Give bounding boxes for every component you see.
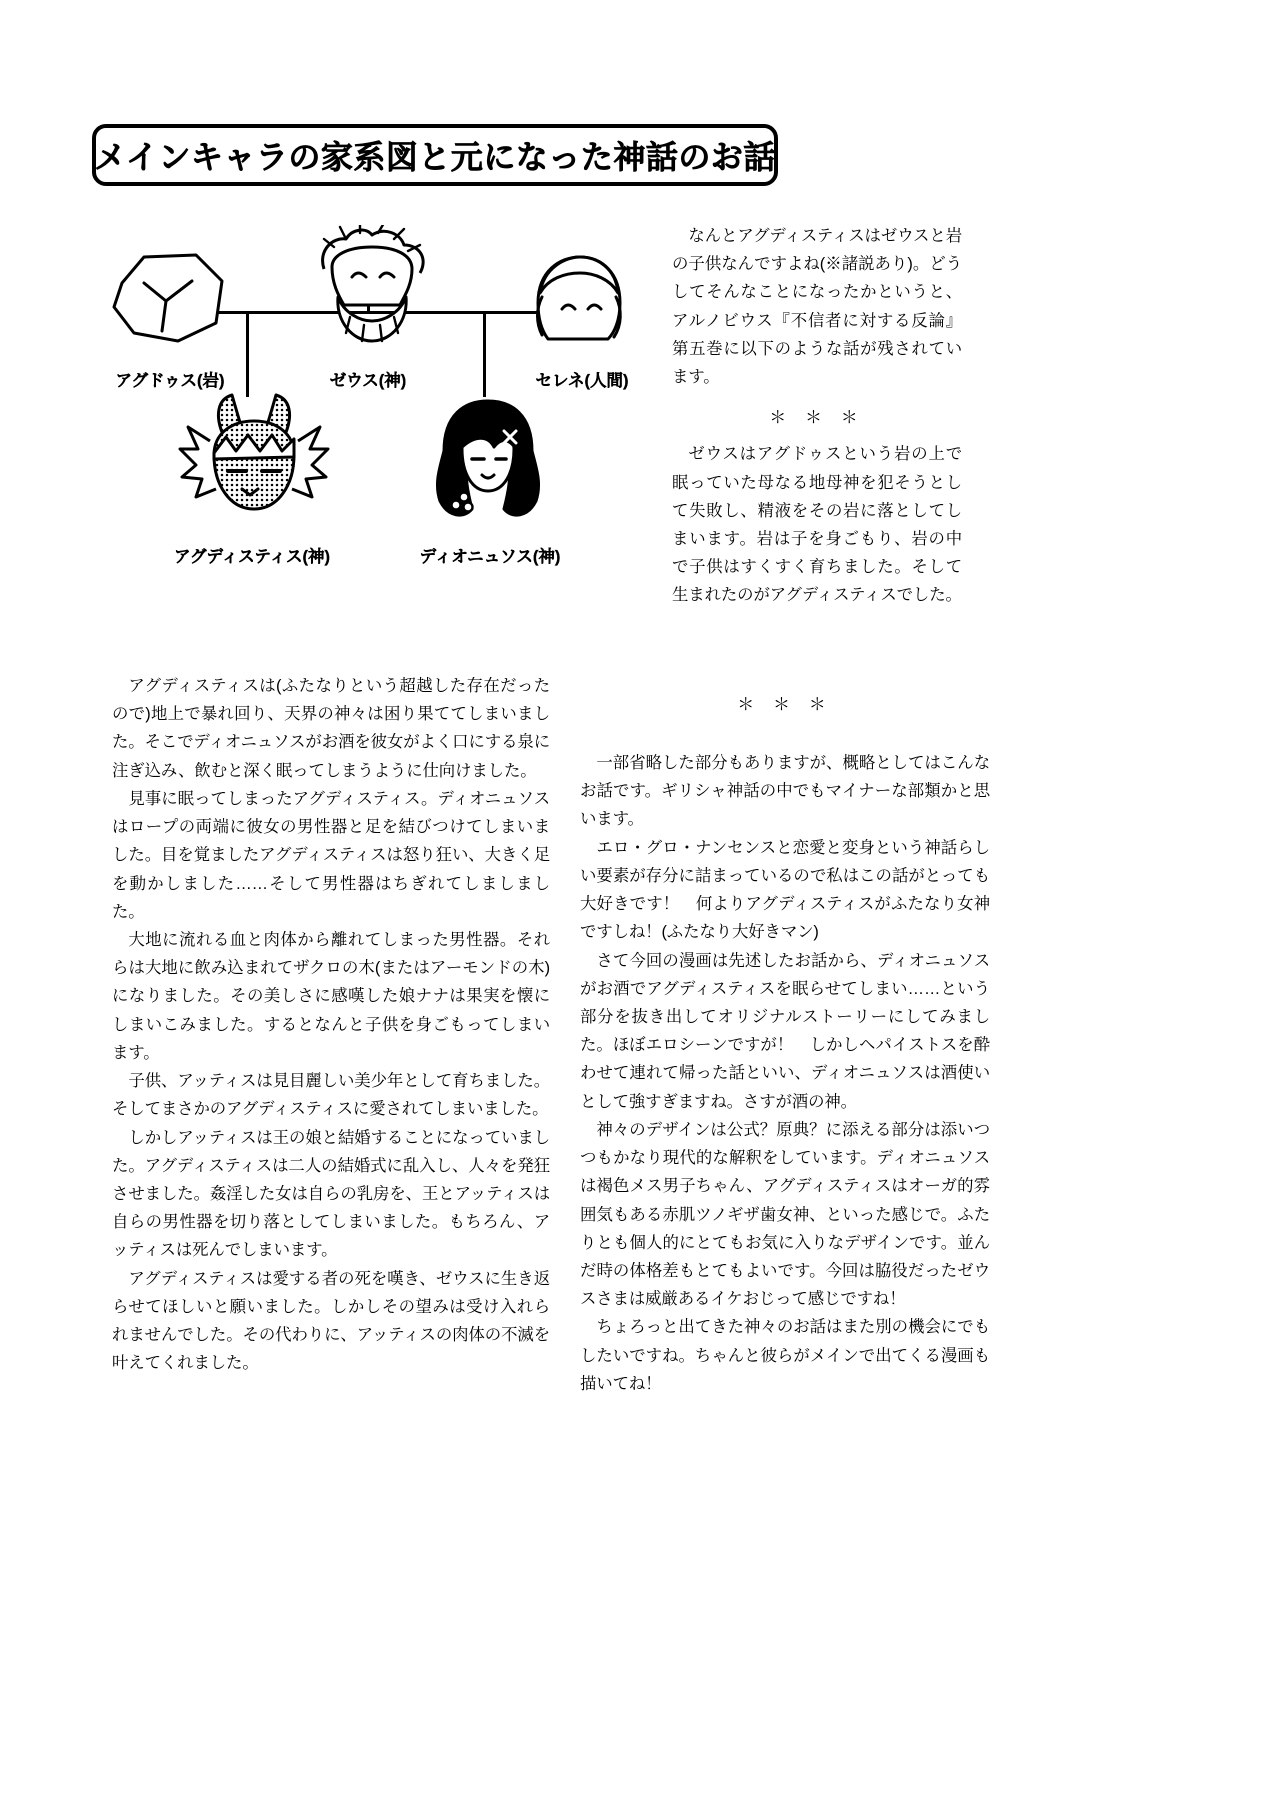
node-label-selene: セレネ(人間) <box>535 372 629 390</box>
node-label-agdos: アグドゥス(岩) <box>115 372 225 390</box>
page-title: メインキャラの家系図と元になった神話のお話 <box>94 139 776 175</box>
family-tree-diagram <box>90 225 650 615</box>
portrait-dionysus <box>408 397 568 527</box>
tree-connector-dionysus-stem <box>483 311 486 397</box>
body-right-separator: ＊ ＊ ＊ <box>737 695 833 714</box>
page-title-banner <box>92 124 778 186</box>
body-left-paragraph-4: 子供、アッティスは見目麗しい美少年として育ちました。そしてまさかのアグディスティスに愛されてしまいました。 <box>112 1072 550 1119</box>
body-right-paragraph-3: さて今回の漫画は先述したお話から、ディオニュソスがお酒でアグディスティスを眠らせてしまい……という部分を抜き出してオリジナルストーリーにしてみました。ほぼエロシーンですが！ しかしヘパイストスを酔わせて連れて帰った話といい、ディオニュソスは酒使いとして強すぎますね。さすが酒の神。 <box>580 951 990 1111</box>
intro-paragraph-2: ゼウスはアグドゥスという岩の上で眠っていた母なる地母神を犯そうとして失敗し、精液をその岩に落としてしまいます。岩は子を身ごもり、岩の中で子供はすくすく育ちました。そして生まれたのがアグディスティスでした。 <box>672 445 962 605</box>
body-left-paragraph-3: 大地に流れる血と肉体から離れてしまった男性器。それらは大地に飲み込まれてザクロの木(またはアーモンドの木)になりました。その美しさに感嘆した娘ナナは果実を懐にしまいこみました。するとなんと子供を身ごもってしまいます。 <box>112 930 550 1062</box>
intro-paragraph-1: なんとアグディスティスはゼウスと岩の子供なんですよね(※諸説あり)。どうしてそんなことになったかというと、アルノビウス『不信者に対する反論』第五巻に以下のような話が残されています。 <box>672 227 962 387</box>
portrait-selene <box>518 247 638 347</box>
body-right-paragraph-4: 神々のデザインは公式？原典？に添える部分は添いつつもかなり現代的な解釈をしています。ディオニュソスは褐色メス男子ちゃん、アグディスティスはオーガ的雰囲気もある赤肌ツノギザ歯女神、といった感じで。ふたりとも個人的にとてもお気に入りなデザインです。並んだ時の体格差もとてもよいです。今回は脇役だったゼウスさまは威厳あるイケおじって感じですね！ <box>580 1120 990 1309</box>
body-right-paragraph-5: ちょろっと出てきた神々のお話はまた別の機会にでもしたいですね。ちゃんと彼らがメインで出てくる漫画も描いてね！ <box>580 1318 990 1393</box>
body-left-paragraph-1: アグディスティスは(ふたなりという超越した存在だったので)地上で暴れ回り、天界の神々は困り果ててしまいました。そこでディオニュソスがお酒を彼女がよく口にする泉に注ぎ込み、飲むと深く眠ってしまうように仕向けました。 <box>112 677 550 780</box>
portrait-agdistis <box>170 393 338 527</box>
body-right-column <box>580 690 990 1398</box>
body-left-column <box>112 672 550 1377</box>
node-label-dionysus: ディオニュソス(神) <box>419 548 561 566</box>
intro-separator: ＊ ＊ ＊ <box>769 408 865 428</box>
body-left-paragraph-6: アグディスティスは愛する者の死を嘆き、ゼウスに生き返らせてほしいと願いました。しかしその望みは受け入れられませんでした。その代わりに、アッティスの肉体の不滅を叶えてくれました。 <box>112 1269 550 1373</box>
body-left-paragraph-2: 見事に眠ってしまったアグディスティス。ディオニュソスはロープの両端に彼女の男性器と足を結びつけてしまいました。目を覚ましたアグディスティスは怒り狂い、大きく足を動かしました……そして男性器はちぎれてしましました。 <box>112 789 550 921</box>
intro-column <box>672 222 962 610</box>
body-right-paragraph-1: 一部省略した部分もありますが、概略としてはこんなお話です。ギリシャ神話の中でもマイナーな部類かと思います。 <box>580 754 990 829</box>
body-left-paragraph-5: しかしアッティスは王の娘と結婚することになっていました。アグディスティスは二人の結婚式に乱入し、人々を発狂させました。姦淫した女は自らの乳房を、王とアッティスは自らの男性器を切り落としてしまいました。もちろん、アッティスは死んでしまいます。 <box>112 1128 550 1260</box>
portrait-zeus <box>288 225 448 347</box>
node-label-agdistis: アグディスティス(神) <box>173 548 331 566</box>
node-label-zeus: ゼウス(神) <box>329 372 407 390</box>
portrait-agdos <box>104 247 232 347</box>
body-right-paragraph-2: エロ・グロ・ナンセンスと恋愛と変身という神話らしい要素が存分に詰まっているので私はこの話がとっても大好きです！ 何よりアグディスティスがふたなり女神ですしね！(ふたなり大好きマン) <box>580 838 990 942</box>
